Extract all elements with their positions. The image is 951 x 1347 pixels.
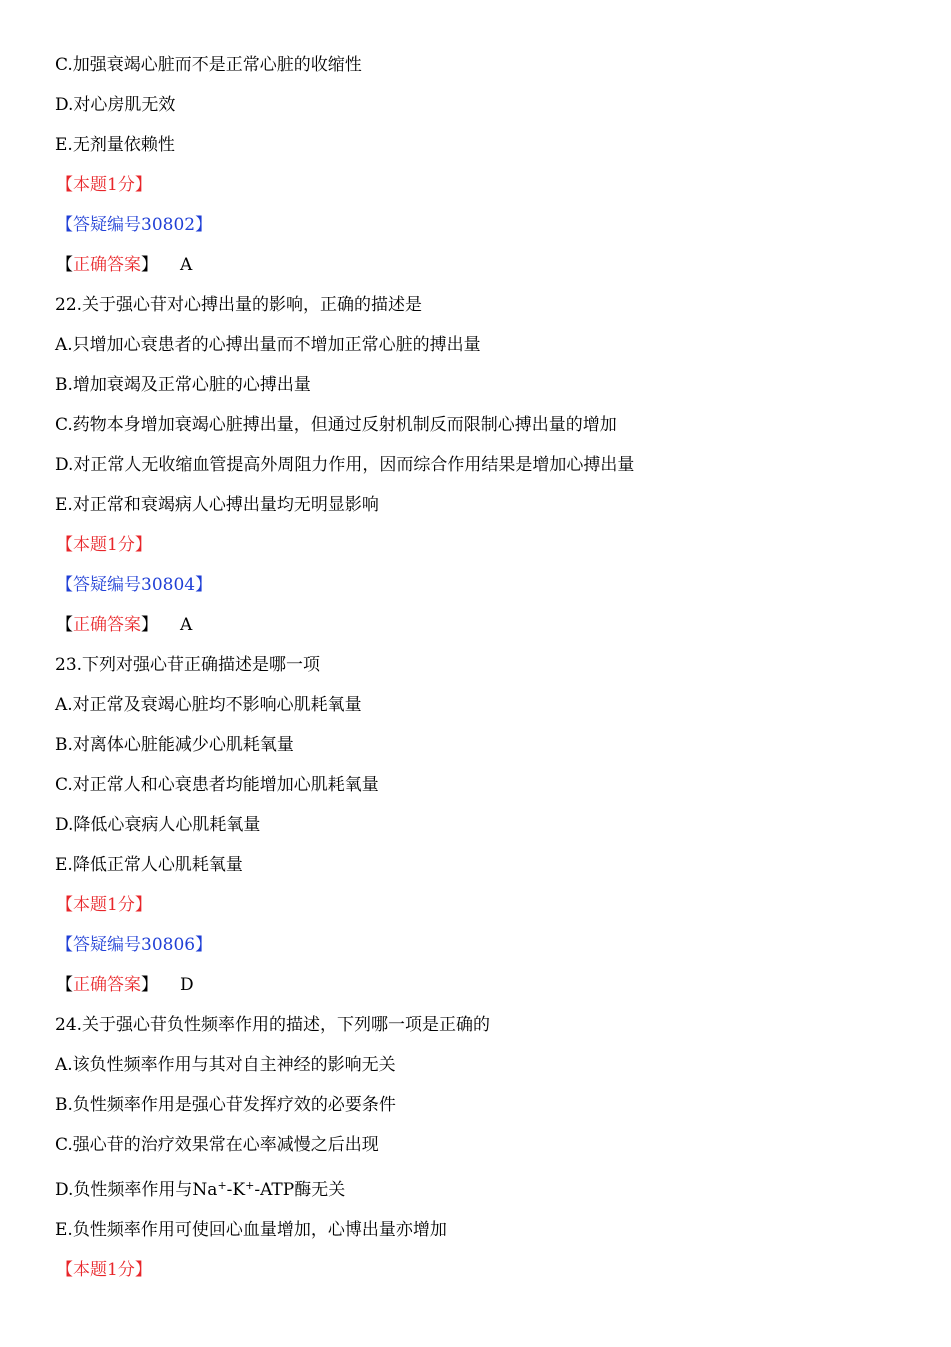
option-c: C.药物本身增加衰竭心脏搏出量，但通过反射机制反而限制心搏出量的增加 [55,415,617,435]
bracket-close: 】 [141,615,158,635]
qa-code-tag [56,574,212,596]
score-text: 本题1分 [73,895,135,915]
bracket-close: 】 [141,255,158,275]
answer-tag [56,614,192,636]
option-d-mid: -K [226,1180,246,1200]
qa-code-text: 答疑编号30804 [73,575,196,595]
answer-value: A [180,615,193,635]
bracket-open: 【 [56,535,73,555]
bracket-close: 】 [134,895,152,915]
answer-tag [56,974,194,996]
option-b: B.负性频率作用是强心苷发挥疗效的必要条件 [55,1095,396,1115]
answer-value: D [180,975,194,995]
qa-code-tag [56,214,212,236]
bracket-open: 【 [56,575,73,595]
score-tag [56,534,152,556]
answer-tag [56,254,192,276]
bracket-open: 【 [56,1260,73,1280]
bracket-close: 】 [195,215,213,235]
option-d: D.对正常人无收缩血管提高外周阻力作用，因而综合作用结果是增加心搏出量 [55,455,635,475]
option-d: D.对心房肌无效 [55,95,176,115]
question-stem: 23.下列对强心苷正确描述是哪一项 [55,655,321,675]
option-e: E.对正常和衰竭病人心搏出量均无明显影响 [55,495,379,515]
option-d-prefix: D.负性频率作用与Na [55,1180,218,1200]
option-b: B.增加衰竭及正常心脏的心搏出量 [55,375,311,395]
bracket-close: 】 [141,975,158,995]
bracket-close: 】 [195,575,213,595]
qa-code-text: 答疑编号30802 [73,215,196,235]
score-text: 本题1分 [73,1260,135,1280]
option-e: E.无剂量依赖性 [55,135,175,155]
answer-value: A [180,255,193,275]
superscript-plus: + [245,1179,255,1192]
score-tag [56,1259,152,1281]
answer-label: 正确答案 [73,255,141,275]
option-c: C.对正常人和心衰患者均能增加心肌耗氧量 [55,775,379,795]
superscript-plus: + [217,1179,227,1192]
bracket-open: 【 [56,175,73,195]
question-stem: 22.关于强心苷对心搏出量的影响，正确的描述是 [55,295,423,315]
option-a: A.该负性频率作用与其对自主神经的影响无关 [55,1055,396,1075]
question-stem: 24.关于强心苷负性频率作用的描述，下列哪一项是正确的 [55,1015,491,1035]
score-text: 本题1分 [73,175,135,195]
option-a: A.对正常及衰竭心脏均不影响心肌耗氧量 [55,695,362,715]
bracket-open: 【 [56,215,73,235]
bracket-open: 【 [56,975,73,995]
bracket-open: 【 [56,895,73,915]
bracket-close: 】 [134,535,152,555]
option-e: E.负性频率作用可使回心血量增加，心博出量亦增加 [55,1220,447,1240]
score-tag [56,894,152,916]
option-a: A.只增加心衰患者的心搏出量而不增加正常心脏的搏出量 [55,335,481,355]
score-tag [56,174,152,196]
bracket-open: 【 [56,935,73,955]
option-c: C.加强衰竭心脏而不是正常心脏的收缩性 [55,55,362,75]
answer-label: 正确答案 [73,975,141,995]
bracket-close: 】 [195,935,213,955]
bracket-close: 】 [134,1260,152,1280]
bracket-close: 】 [134,175,152,195]
option-d: D.降低心衰病人心肌耗氧量 [55,815,261,835]
qa-code-tag [56,934,212,956]
answer-label: 正确答案 [73,615,141,635]
qa-code-text: 答疑编号30806 [73,935,196,955]
bracket-open: 【 [56,255,73,275]
option-d-suffix: -ATP酶无关 [254,1180,346,1200]
option-e: E.降低正常人心肌耗氧量 [55,855,243,875]
option-d [55,1179,345,1201]
option-c: C.强心苷的治疗效果常在心率减慢之后出现 [55,1135,379,1155]
option-b: B.对离体心脏能减少心肌耗氧量 [55,735,294,755]
bracket-open: 【 [56,615,73,635]
score-text: 本题1分 [73,535,135,555]
